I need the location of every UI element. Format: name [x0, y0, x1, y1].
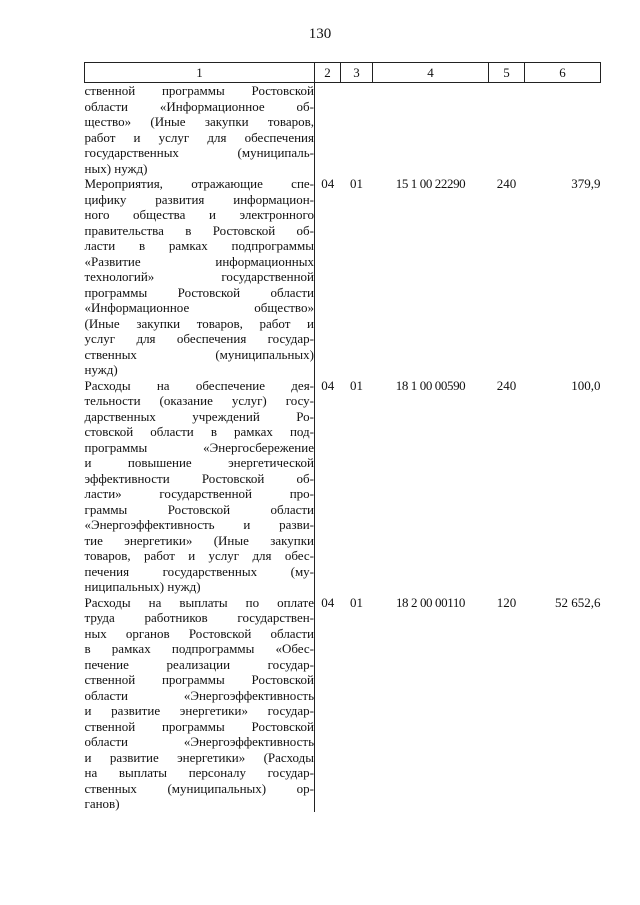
- header-col-4: 4: [373, 63, 489, 83]
- budget-table: [84, 62, 601, 812]
- row-description: [85, 378, 315, 595]
- description-line: правительства в Ростовской об-: [84, 222, 314, 238]
- description-line: ственных (муниципальных): [84, 346, 314, 362]
- row-target-article: 18 1 00 00590: [395, 377, 466, 393]
- description-line: ного общества и электронного: [84, 207, 314, 222]
- description-line: товаров, работ и услуг для обес-: [84, 548, 314, 563]
- description-line: области «Энергоэффективность: [84, 734, 314, 749]
- description-line: труда работников государствен-: [84, 610, 314, 625]
- description-line: цифику развития информацион-: [84, 191, 314, 207]
- table-body: [85, 83, 601, 812]
- description-line: Мероприятия, отражающие спе-: [84, 176, 314, 191]
- row-subsection-code: 01: [350, 594, 363, 610]
- description-line: работ и услуг для обеспечения: [84, 129, 314, 145]
- description-line: «Информационное общество»: [84, 300, 314, 315]
- page-number: 130: [308, 26, 332, 42]
- table-row: [85, 378, 601, 595]
- row-target-article: [373, 83, 489, 177]
- description-line: области «Энергоэффективность: [84, 687, 314, 703]
- description-line: стовской области в рамках под-: [84, 424, 314, 439]
- description-line: ласти в рамках подпрограммы: [84, 238, 314, 253]
- row-section-code: 04: [321, 176, 335, 191]
- row-amount: 100,0: [571, 377, 601, 393]
- row-section-code: 04: [321, 377, 335, 393]
- description-line: дарственных учреждений Ро-: [84, 408, 314, 424]
- row-subsection-code: 01: [350, 377, 363, 393]
- description-line: эффективности Ростовской об-: [84, 470, 314, 486]
- row-amount: 52 652,6: [555, 594, 601, 610]
- row-target-article: 18 2 00 00110: [395, 594, 466, 610]
- description-line: нужд): [84, 362, 118, 377]
- table-row: [85, 595, 601, 812]
- row-amount: 379,9: [571, 176, 601, 191]
- description-line: печения государственных (му-: [84, 563, 314, 579]
- header-col-5: 5: [489, 63, 525, 83]
- row-expense-type: 120: [496, 594, 517, 610]
- row-amount: [525, 83, 601, 177]
- row-description: [85, 176, 315, 378]
- table-row: [85, 83, 601, 177]
- row-expense-type: [489, 83, 525, 177]
- description-line: щество» (Иные закупки товаров,: [84, 114, 314, 129]
- row-section-code: 04: [321, 594, 335, 610]
- description-line: ниципальных) нужд): [84, 579, 201, 594]
- table-header-row: [85, 63, 601, 83]
- description-line: граммы Ростовской области: [84, 501, 314, 517]
- description-line: технологий» государственной: [84, 269, 314, 284]
- description-line: области «Информационное об-: [84, 98, 314, 114]
- description-line: услуг для обеспечения государ-: [84, 331, 314, 346]
- row-subsection-code: [341, 83, 373, 177]
- description-line: ных органов Ростовской области: [84, 625, 314, 641]
- row-target-article: 15 1 00 22290: [395, 176, 466, 191]
- header-col-3: 3: [341, 63, 373, 83]
- description-line: Расходы на выплаты по оплате: [84, 594, 314, 610]
- description-line: «Энергоэффективность и разви-: [84, 517, 314, 532]
- row-section-code: [315, 83, 341, 177]
- description-line: печение реализации государ-: [84, 656, 314, 672]
- description-line: и развитие энергетики» государ-: [84, 703, 314, 718]
- description-line: ласти» государственной про-: [84, 486, 314, 501]
- row-description: [85, 595, 315, 812]
- row-expense-type: 240: [496, 377, 517, 393]
- row-subsection-code: 01: [350, 176, 363, 191]
- description-line: тельности (оказание услуг) госу-: [84, 393, 314, 408]
- description-line: ственной программы Ростовской: [84, 672, 314, 687]
- header-col-6: 6: [525, 63, 601, 83]
- description-line: Расходы на обеспечение дея-: [84, 377, 314, 393]
- description-line: (Иные закупки товаров, работ и: [84, 315, 314, 331]
- description-line: тие энергетики» (Иные закупки: [84, 532, 314, 548]
- description-line: ганов): [84, 796, 120, 811]
- description-line: и развитие энергетики» (Расходы: [84, 749, 314, 765]
- header-col-1: 1: [85, 63, 315, 83]
- table-row: [85, 176, 601, 378]
- row-description: [85, 83, 315, 177]
- description-line: «Развитие информационных: [84, 253, 314, 269]
- row-expense-type: 240: [496, 176, 517, 191]
- description-line: ных) нужд): [84, 160, 148, 176]
- description-line: ственной программы Ростовской: [84, 718, 314, 734]
- description-line: программы «Энергосбережение: [84, 439, 314, 455]
- header-col-2: 2: [315, 63, 341, 83]
- description-line: программы Ростовской области: [84, 284, 314, 300]
- description-line: на выплаты персоналу государ-: [84, 765, 314, 780]
- description-line: ственной программы Ростовской: [84, 83, 314, 98]
- description-line: в рамках подпрограммы «Обес-: [84, 641, 314, 656]
- description-line: и повышение энергетической: [84, 455, 314, 470]
- description-line: государственных (муниципаль-: [84, 145, 314, 160]
- description-line: ственных (муниципальных) ор-: [84, 780, 314, 796]
